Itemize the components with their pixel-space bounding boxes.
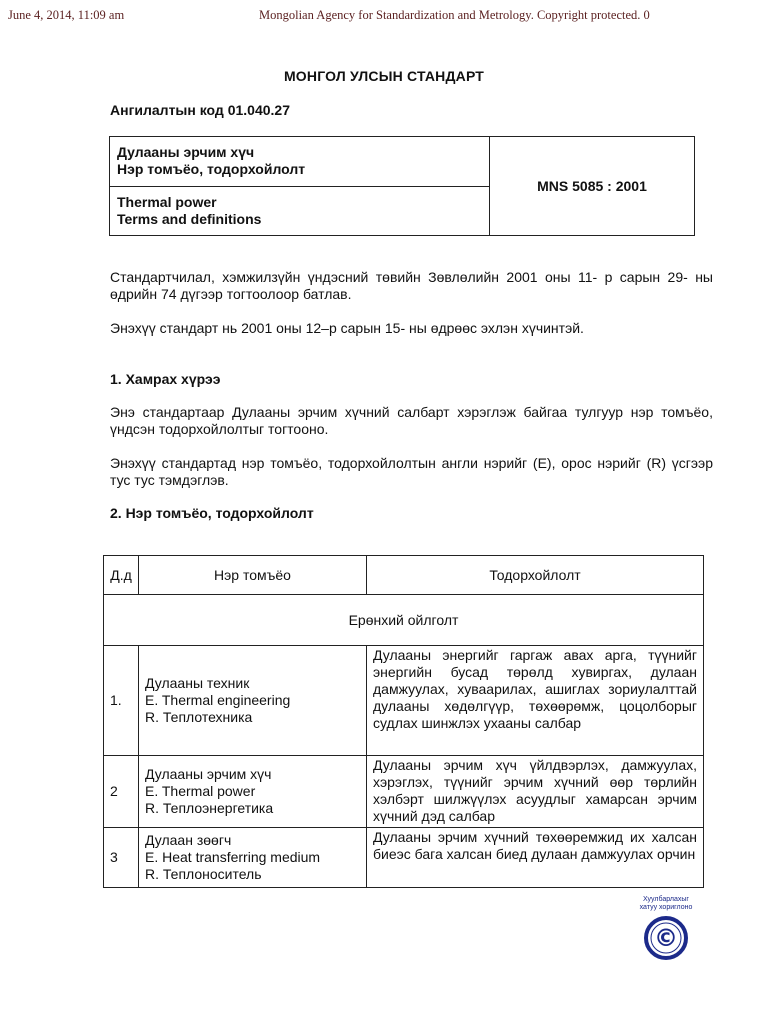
section-2-heading: 2. Нэр томъёо, тодорхойлолт: [110, 505, 314, 521]
column-header-number: Д.д: [104, 556, 139, 595]
term-mongolian: Дулаан зөөгч: [145, 832, 232, 848]
copyright-seal: [626, 896, 706, 965]
standard-code: MNS 5085 : 2001: [537, 177, 647, 194]
mongolian-title-cell: [110, 137, 490, 187]
classification-code: Ангилалтын код 01.040.27: [110, 102, 290, 118]
mongolian-title-line2: Нэр томъёо, тодорхойлолт: [117, 161, 306, 178]
scope-paragraph-2: Энэхүү стандартад нэр томъёо, тодорхойлолтын англи нэрийг (E), орос нэрийг (R) үсгээр тус тус тэмдэглэв.: [110, 455, 713, 488]
term-definition: Дулааны энергийг гаргаж авах арга, түүнийг энергийн бусад төрөлд хувиргах, дулаан дамжуулах, хуваарилах, ашиглах зориулалттай дулааны хөдөлгүүр, төхөөрөмж, цоцолборыг судлах шинжлэх ухааны салбар: [367, 646, 704, 756]
copyright-seal-icon: [644, 916, 688, 960]
term-mongolian: Дулааны эрчим хүч: [145, 766, 272, 782]
term-number: 1.: [104, 646, 139, 756]
term-names: [139, 828, 367, 888]
term-number: 3: [104, 828, 139, 888]
table-row: [104, 828, 704, 888]
group-label: Ерөнхий ойлголт: [104, 595, 704, 646]
term-english: E. Heat transferring medium: [145, 849, 321, 865]
svg-text:©: ©: [654, 924, 678, 952]
term-names: [139, 646, 367, 756]
approval-paragraph: Стандартчилал, хэмжилзүйн үндэсний төвийн Зөвлөлийн 2001 оны 11- р сарын 29- ны өдрийн 74 дүгээр тогтоолоор батлав.: [110, 269, 713, 302]
english-title-line1: Thermal power: [117, 193, 217, 210]
term-english: E. Thermal engineering: [145, 692, 291, 708]
term-definition: Дулааны эрчим хүч үйлдвэрлэх, дамжуулах, хэрэглэх, түүнийг эрчим хүчний өөр төрлийн хэлбэрт шилжүүлэх асуудлыг хамарсан эрчим хүчний дэд салбар: [367, 756, 704, 828]
terms-table: [103, 555, 704, 888]
standard-code-cell: [490, 137, 695, 236]
table-row: [104, 646, 704, 756]
document-title: МОНГОЛ УЛСЫН СТАНДАРТ: [283, 68, 485, 84]
terms-table-header-row: [104, 556, 704, 595]
seal-text-line2: хатуу хориглоно: [639, 904, 693, 911]
effective-date-paragraph: Энэхүү стандарт нь 2001 оны 12–р сарын 15- ны өдрөөс эхлэн хүчинтэй.: [110, 320, 584, 336]
standard-header-table: [109, 136, 695, 236]
column-header-term: Нэр томъёо: [139, 556, 367, 595]
term-names: [139, 756, 367, 828]
column-header-definition: Тодорхойлолт: [367, 556, 704, 595]
term-russian: R. Теплоэнергетика: [145, 800, 274, 816]
copyright-notice: Mongolian Agency for Standardization and Metrology. Copyright protected. 0: [259, 8, 650, 22]
english-title-cell: [110, 186, 490, 236]
scope-paragraph-1: Энэ стандартаар Дулааны эрчим хүчний салбарт хэрэглэж байгаа тулгуур нэр томъёо, үндсэн тодорхойлолтыг тогтооно.: [110, 404, 713, 437]
section-1-heading: 1. Хамрах хүрээ: [110, 371, 221, 387]
mongolian-title-line1: Дулааны эрчим хүч: [117, 144, 255, 161]
terms-table-group-row: [104, 595, 704, 646]
term-mongolian: Дулааны техник: [145, 675, 250, 691]
term-english: E. Thermal power: [145, 783, 256, 799]
term-russian: R. Теплотехника: [145, 709, 253, 725]
print-timestamp: June 4, 2014, 11:09 am: [8, 8, 125, 22]
table-row: [104, 756, 704, 828]
term-number: 2: [104, 756, 139, 828]
term-definition: Дулааны эрчим хүчний төхөөремжид их халсан биеэс бага халсан биед дулаан дамжуулах орчин: [367, 828, 704, 888]
english-title-line2: Terms and definitions: [117, 210, 262, 227]
seal-text-line1: Хуулбарлахыг: [643, 896, 689, 903]
term-russian: R. Теплоноситель: [145, 866, 262, 882]
